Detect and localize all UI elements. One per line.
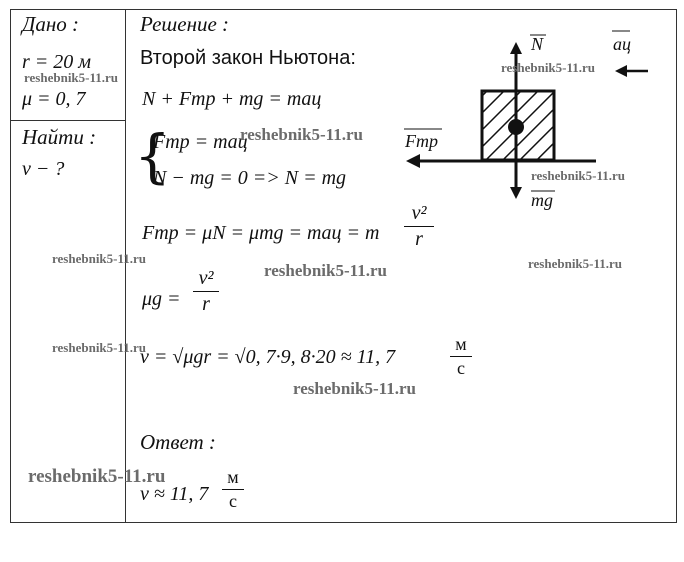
label-N: N	[531, 34, 544, 54]
velocity-calculation: v = √μgr = √0, 7·9, 8·20 ≈ 11, 7	[140, 346, 396, 368]
watermark: reshebnik5-11.ru	[240, 125, 363, 144]
answer-header: Ответ :	[140, 430, 216, 454]
friction-equation: Fтр = μN = μmg = maц = m	[142, 222, 380, 244]
unit-numerator: м	[227, 467, 239, 487]
watermark: reshebnik5-11.ru	[24, 70, 119, 85]
fraction-numerator: v²	[198, 267, 214, 289]
find-header: Найти :	[22, 125, 97, 149]
gravity-force-arrowhead	[510, 187, 522, 199]
watermark: reshebnik5-11.ru	[52, 251, 147, 266]
unit-denominator: с	[457, 358, 465, 378]
watermark: reshebnik5-11.ru	[501, 60, 596, 75]
unit-denominator: с	[229, 491, 237, 511]
fraction-numerator: v²	[411, 202, 427, 224]
normal-force-arrowhead	[510, 42, 522, 54]
given-header: Дано :	[22, 12, 80, 36]
watermark: reshebnik5-11.ru	[52, 340, 147, 355]
given-mu: μ = 0, 7	[22, 88, 86, 110]
watermark: reshebnik5-11.ru	[531, 168, 626, 183]
acceleration-arrowhead	[615, 65, 627, 77]
unit-numerator: м	[455, 334, 467, 354]
system-brace: {	[134, 122, 171, 190]
vector-equation: N + Fтр + mg = maц	[142, 88, 322, 110]
fraction-denominator: r	[415, 228, 423, 250]
watermark: reshebnik5-11.ru	[528, 256, 623, 271]
system-line-1: Fтр = maц	[153, 131, 248, 153]
watermark: reshebnik5-11.ru	[293, 379, 416, 398]
newton-law-title: Второй закон Ньютона:	[140, 47, 356, 69]
system-line-2: N − mg = 0 => N = mg	[153, 167, 347, 189]
watermark: reshebnik5-11.ru	[264, 261, 387, 280]
mu-g-equation: μg =	[142, 288, 181, 310]
fraction-denominator: r	[202, 293, 210, 315]
label-F: Fтр	[405, 131, 438, 151]
label-a: aц	[613, 34, 631, 54]
answer-value: v ≈ 11, 7	[140, 483, 209, 505]
friction-force-arrowhead	[406, 154, 420, 168]
label-mg: mg	[531, 190, 553, 210]
watermark: reshebnik5-11.ru	[28, 466, 166, 487]
find-unknown: v − ?	[22, 158, 65, 180]
solution-header: Решение :	[140, 12, 230, 36]
given-radius: r = 20 м	[22, 51, 92, 73]
